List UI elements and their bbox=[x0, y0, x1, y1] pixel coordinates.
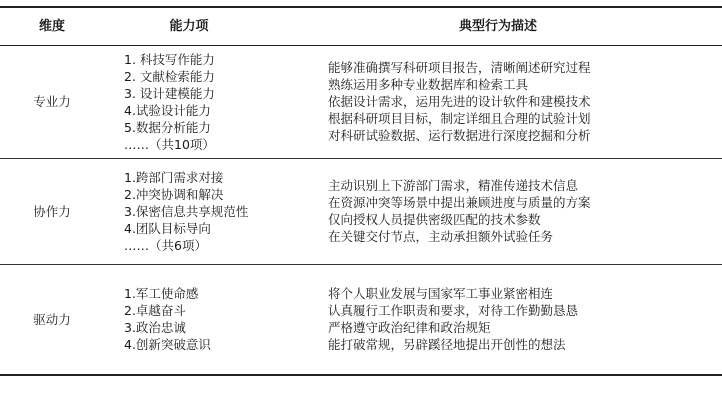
behavior-item: 严格遵守政治纪律和政治规矩 bbox=[328, 320, 491, 336]
header-row bbox=[0, 7, 722, 45]
ability-item: ……（共6项） bbox=[124, 237, 207, 253]
ability-item: 3.保密信息共享规范性 bbox=[124, 203, 249, 219]
behavior-item: 根据科研项目目标，制定详细且合理的试验计划 bbox=[328, 111, 591, 126]
behavior-item: 对科研试验数据、运行数据进行深度挖掘和分析 bbox=[328, 128, 591, 143]
ability-item: 1.跨部门需求对接 bbox=[124, 169, 224, 185]
ability-item: 2.冲突协调和解决 bbox=[124, 186, 224, 202]
behavior-cell bbox=[274, 158, 722, 264]
behavior-item: 能打破常规，另辟蹊径地提出开创性的想法 bbox=[328, 337, 566, 353]
behavior-item: 依据设计需求，运用先进的设计软件和建模技术 bbox=[328, 94, 591, 109]
header-behavior: 典型行为描述 bbox=[274, 7, 722, 45]
header-ability: 能力项 bbox=[104, 7, 274, 45]
ability-item: ……（共10项） bbox=[124, 136, 215, 152]
ability-item: 2. 文献检索能力 bbox=[124, 68, 215, 84]
behavior-cell bbox=[274, 45, 722, 158]
behavior-item: 认真履行工作职责和要求，对待工作勤勤恳恳 bbox=[328, 303, 579, 319]
ability-item: 2.卓越奋斗 bbox=[124, 303, 186, 319]
behavior-item: 能够准确撰写科研项目报告，清晰阐述研究过程 bbox=[328, 60, 591, 75]
behavior-item: 在资源冲突等场景中提出兼顾进度与质量的方案 bbox=[328, 195, 591, 210]
ability-item: 5.数据分析能力 bbox=[124, 119, 211, 135]
behavior-cell bbox=[274, 264, 722, 375]
ability-item: 4.试验设计能力 bbox=[124, 102, 211, 118]
dimension-cell: 协作力 bbox=[0, 158, 104, 264]
ability-item: 1. 科技写作能力 bbox=[124, 51, 215, 67]
behavior-item: 熟练运用多种专业数据库和检索工具 bbox=[328, 77, 529, 92]
ability-item: 4.创新突破意识 bbox=[124, 337, 211, 353]
ability-item: 4.团队目标导向 bbox=[124, 220, 211, 236]
behavior-item: 仅向授权人员提供密级匹配的技术参数 bbox=[328, 212, 541, 227]
ability-cell bbox=[104, 158, 274, 264]
competency-table-container bbox=[0, 6, 722, 376]
table-row bbox=[0, 45, 722, 158]
dimension-cell: 专业力 bbox=[0, 45, 104, 158]
dimension-cell: 驱动力 bbox=[0, 264, 104, 375]
ability-cell bbox=[104, 264, 274, 375]
header-dimension: 维度 bbox=[0, 7, 104, 45]
behavior-item: 主动识别上下游部门需求，精准传递技术信息 bbox=[328, 178, 579, 193]
table-row bbox=[0, 158, 722, 264]
competency-table bbox=[0, 6, 722, 376]
ability-cell bbox=[104, 45, 274, 158]
ability-item: 1.军工使命感 bbox=[124, 286, 199, 302]
behavior-item: 在关键交付节点，主动承担额外试验任务 bbox=[328, 229, 554, 244]
behavior-item: 将个人职业发展与国家军工事业紧密相连 bbox=[328, 286, 554, 302]
ability-item: 3.政治忠诚 bbox=[124, 320, 186, 336]
ability-item: 3. 设计建模能力 bbox=[124, 85, 215, 101]
table-row bbox=[0, 264, 722, 375]
